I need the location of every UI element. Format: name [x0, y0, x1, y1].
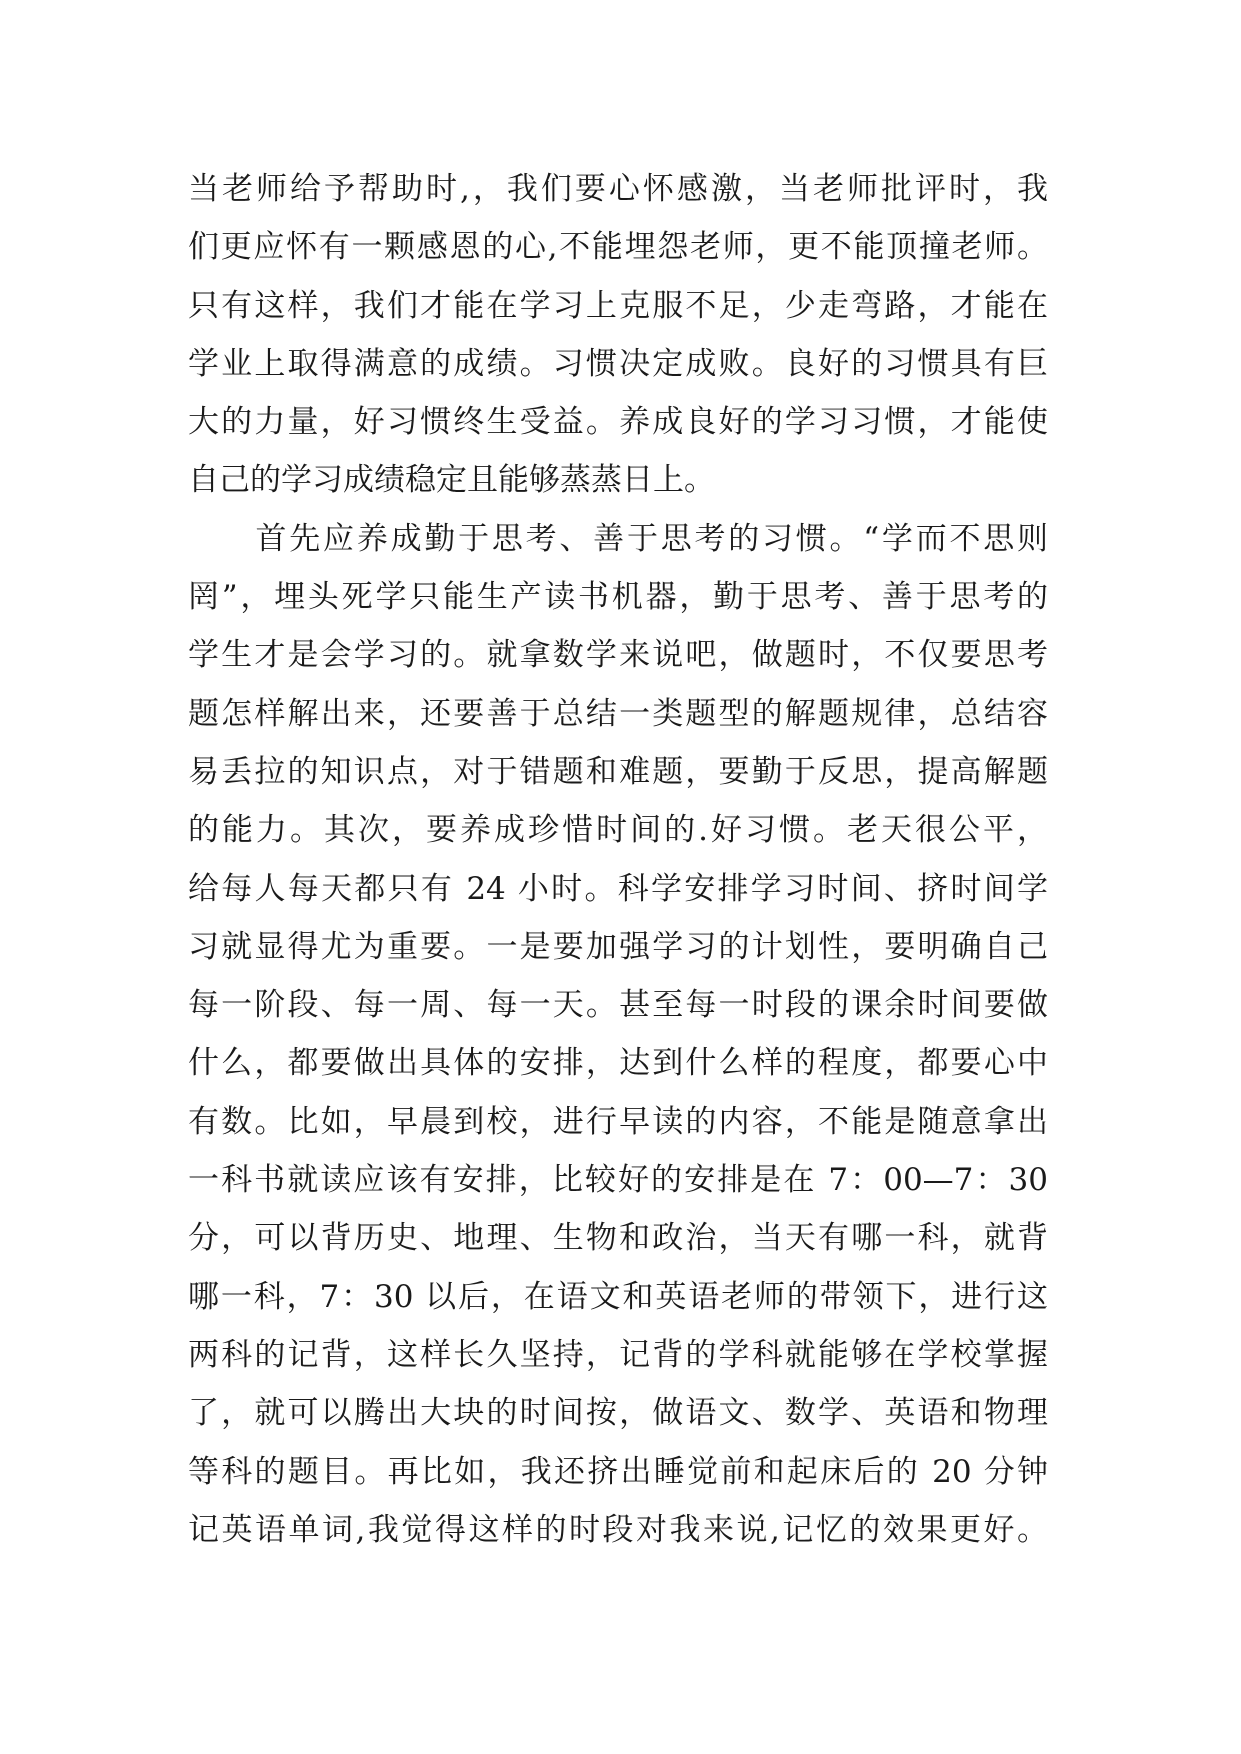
- text-line: 的能力。其次，要养成珍惜时间的.好习惯。老天很公平，: [188, 812, 1048, 849]
- text-line: 题怎样解出来，还要善于总结一类题型的解题规律，总结容: [188, 695, 1048, 732]
- text-line: 哪一科，7：30 以后，在语文和英语老师的带领下，进行这: [188, 1278, 1048, 1315]
- text-line: 易丢拉的知识点，对于错题和难题，要勤于反思，提高解题: [188, 753, 1048, 790]
- text-line: 只有这样，我们才能在学习上克服不足，少走弯路，才能在: [188, 287, 1048, 324]
- text-line: 罔”，埋头死学只能生产读书机器，勤于思考、善于思考的: [188, 579, 1048, 616]
- body-text: [188, 160, 1048, 1559]
- text-line: 当老师给予帮助时,，我们要心怀感激，当老师批评时，我: [188, 171, 1048, 207]
- text-line: 一科书就读应该有安排，比较好的安排是在 7：00—7：30: [188, 1162, 1048, 1199]
- text-line: 给每人每天都只有 24 小时。科学安排学习时间、挤时间学: [188, 870, 1048, 907]
- text-line: 学业上取得满意的成绩。习惯决定成败。良好的习惯具有巨: [188, 345, 1048, 382]
- text-line: 大的力量，好习惯终生受益。养成良好的学习习惯，才能使: [188, 404, 1048, 441]
- text-line: 们更应怀有一颗感恩的心,不能埋怨老师，更不能顶撞老师。: [188, 229, 1048, 266]
- paragraph-end-line: 自己的学习成绩稳定且能够蒸蒸日上。: [188, 462, 715, 499]
- text-line: 等科的题目。再比如，我还挤出睡觉前和起床后的 20 分钟: [188, 1453, 1048, 1490]
- text-line: 有数。比如，早晨到校，进行早读的内容，不能是随意拿出: [188, 1103, 1048, 1140]
- text-line: 分，可以背历史、地理、生物和政治，当天有哪一科，就背: [188, 1220, 1048, 1257]
- text-line: 习就显得尤为重要。一是要加强学习的计划性，要明确自己: [188, 928, 1048, 965]
- paragraph-start-line: 首先应养成勤于思考、善于思考的习惯。“学而不思则: [188, 520, 1048, 557]
- text-line: 记英语单词,我觉得这样的时段对我来说,记忆的效果更好。: [188, 1511, 1048, 1548]
- text-line: 了，就可以腾出大块的时间按，做语文、数学、英语和物理: [188, 1395, 1048, 1432]
- text-line: 什么，都要做出具体的安排，达到什么样的程度，都要心中: [188, 1045, 1048, 1082]
- text-line: 每一阶段、每一周、每一天。甚至每一时段的课余时间要做: [188, 987, 1048, 1024]
- text-line: 两科的记背，这样长久坚持，记背的学科就能够在学校掌握: [188, 1336, 1048, 1373]
- text-line: 学生才是会学习的。就拿数学来说吧，做题时，不仅要思考: [188, 637, 1048, 674]
